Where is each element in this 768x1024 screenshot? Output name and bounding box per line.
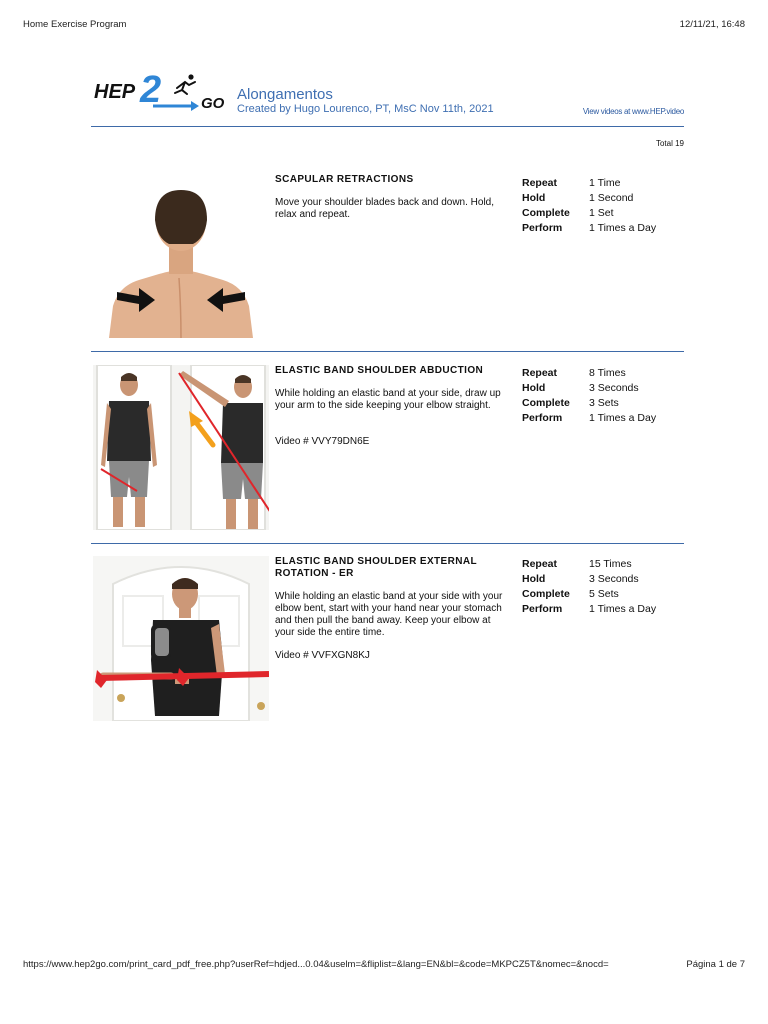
exercise-description: While holding an elastic band at your side, draw up your arm to the side keeping your elbow straight. xyxy=(275,388,501,411)
svg-text:HEP: HEP xyxy=(94,81,136,103)
param-value: 3 Sets xyxy=(589,396,619,409)
param-label: Perform xyxy=(522,603,563,616)
param-value: 8 Times xyxy=(589,366,626,379)
param-value: 5 Sets xyxy=(589,587,619,600)
exercise-photo-shoulder-abduction xyxy=(93,365,269,530)
exercise-description: While holding an elastic band at your side with your elbow bent, start with your hand near your stomach and then pull the band away. Keep your elbow at your side the entire time. xyxy=(275,591,503,638)
param-value: 1 Times a Day xyxy=(589,412,657,425)
param-perform xyxy=(522,411,684,426)
exercise-description: Move your shoulder blades back and down. Hold, relax and repeat. xyxy=(275,197,495,220)
param-value: 1 Times a Day xyxy=(589,222,657,235)
program-author-line: Created by Hugo Lourenco, PT, MsC Nov 11th, 2021 xyxy=(237,103,494,115)
exercise-photo-scapular-retraction xyxy=(93,178,269,338)
print-header-title: Home Exercise Program xyxy=(23,19,127,30)
param-label: Complete xyxy=(522,587,570,600)
param-value: 3 Seconds xyxy=(589,381,639,394)
exercise-card xyxy=(91,174,684,342)
print-header xyxy=(23,19,745,33)
param-complete xyxy=(522,586,684,601)
param-value: 1 Second xyxy=(589,191,634,204)
hep2go-logo xyxy=(93,68,243,114)
exercise-video-id: Video # VVFXGN8KJ xyxy=(275,650,370,661)
param-label: Perform xyxy=(522,412,563,425)
param-label: Hold xyxy=(522,191,546,204)
param-hold xyxy=(522,380,684,395)
param-perform xyxy=(522,221,684,236)
exercise-card xyxy=(91,365,684,531)
param-repeat xyxy=(522,175,684,190)
param-complete xyxy=(522,205,684,220)
exercise-name: SCAPULAR RETRACTIONS xyxy=(275,174,414,185)
param-value: 3 Seconds xyxy=(589,572,639,585)
program-title: Alongamentos xyxy=(237,86,333,103)
param-label: Repeat xyxy=(522,557,558,570)
print-footer-url: https://www.hep2go.com/print_card_pdf_free.php?userRef=hdjed...0.04&uselm=&fliplist=&lang=EN&bl=&code=MKPCZ5T&nomec=&nocd= xyxy=(23,959,609,970)
exercise-parameters xyxy=(522,175,684,236)
param-value: 15 Times xyxy=(589,557,632,570)
param-complete xyxy=(522,395,684,410)
param-hold xyxy=(522,190,684,205)
exercise-total: Total 19 xyxy=(655,139,684,148)
param-label: Complete xyxy=(522,396,570,409)
print-header-datetime: 12/11/21, 16:48 xyxy=(679,19,745,30)
param-repeat xyxy=(522,365,684,380)
exercise-photo-shoulder-external-rotation xyxy=(93,556,269,721)
param-label: Repeat xyxy=(522,366,558,379)
exercise-parameters xyxy=(522,365,684,426)
param-label: Hold xyxy=(522,381,546,394)
svg-text:GO: GO xyxy=(201,95,225,112)
param-value: 1 Set xyxy=(589,206,614,219)
exercise-name: ELASTIC BAND SHOULDER ABDUCTION xyxy=(275,365,484,376)
param-label: Hold xyxy=(522,572,546,585)
param-label: Complete xyxy=(522,206,570,219)
param-label: Repeat xyxy=(522,176,558,189)
runner-icon xyxy=(175,74,195,94)
exercise-card xyxy=(91,556,684,722)
exercise-parameters xyxy=(522,556,684,617)
exercise-video-id: Video # VVY79DN6E xyxy=(275,436,370,447)
param-value: 1 Times a Day xyxy=(589,603,657,616)
print-footer xyxy=(23,959,745,973)
param-label: Perform xyxy=(522,222,563,235)
param-perform xyxy=(522,602,684,617)
exercise-divider xyxy=(91,543,684,544)
param-value: 1 Time xyxy=(589,176,621,189)
param-hold xyxy=(522,571,684,586)
header-divider xyxy=(91,126,684,127)
exercise-name: ELASTIC BAND SHOULDER EXTERNAL ROTATION - ER xyxy=(275,556,477,579)
param-repeat xyxy=(522,556,684,571)
print-footer-page: Página 1 de 7 xyxy=(686,959,745,970)
svg-text:2: 2 xyxy=(140,69,162,111)
exercise-divider xyxy=(91,351,684,352)
view-videos-link[interactable]: View videos at www.HEP.video xyxy=(582,107,684,116)
